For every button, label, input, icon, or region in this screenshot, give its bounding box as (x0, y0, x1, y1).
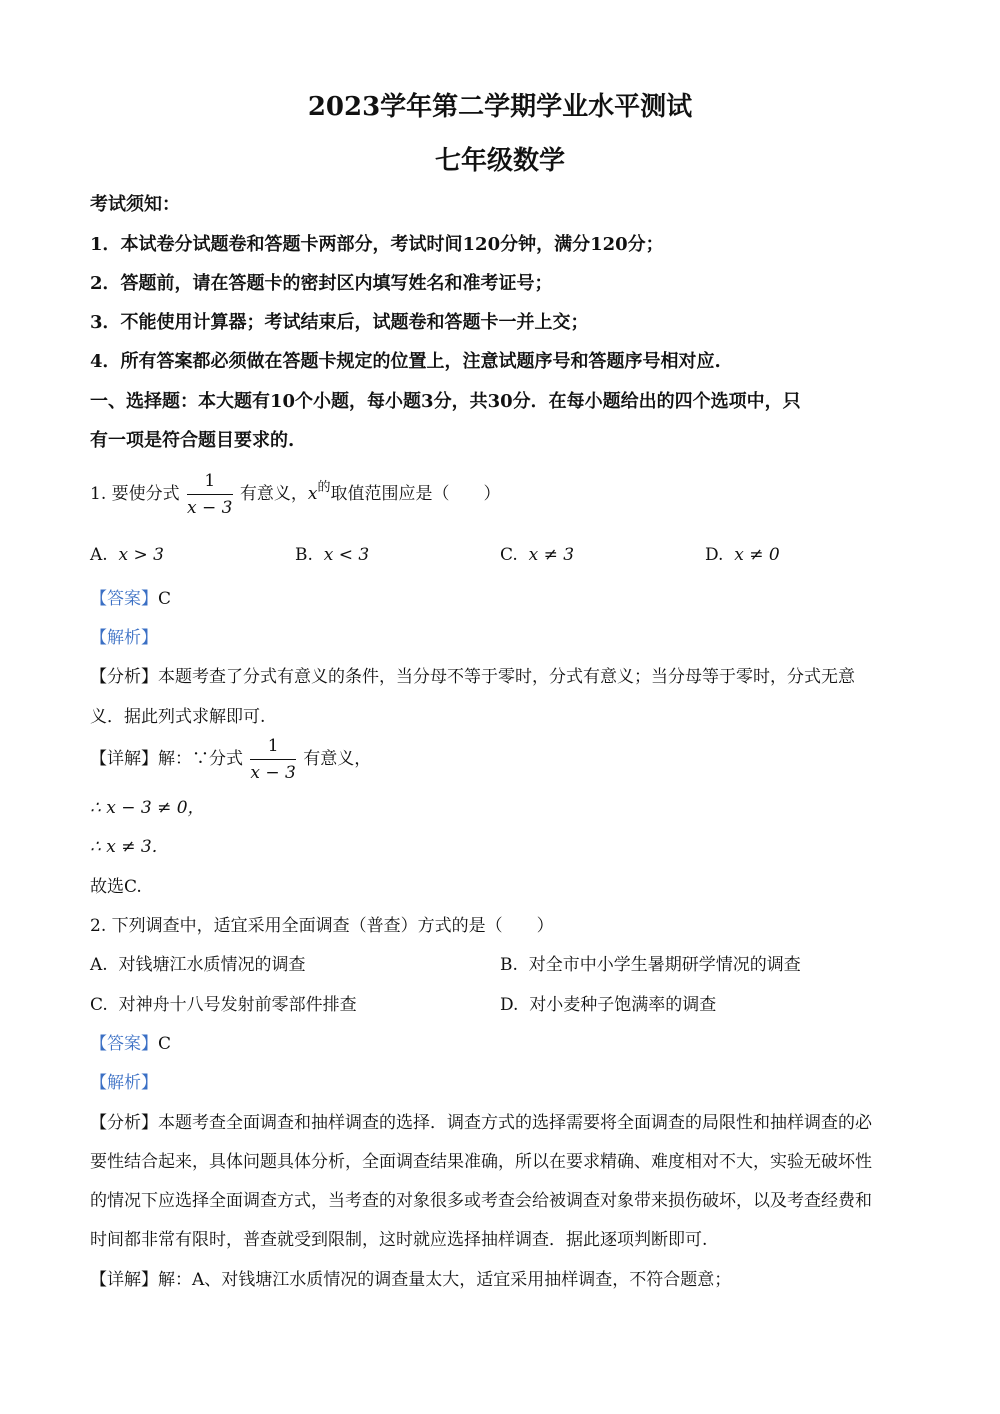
q2-option-d-text: 对小麦种子饱满率的调查 (529, 995, 717, 1015)
q2-detail-tag: 【详解】 (90, 1270, 158, 1290)
q1-answer-tag: 【答案】 (90, 589, 158, 609)
q2-answer-value: C (158, 1034, 172, 1054)
q2-answer (90, 1029, 171, 1054)
q1-fenxi-line-1 (90, 662, 855, 687)
q1-variable: x (307, 484, 318, 504)
q1-option-b (295, 545, 369, 565)
q1-step-1: ∴ x − 3 ≠ 0， (90, 798, 205, 818)
q2-fenxi-tag: 【分析】 (90, 1113, 158, 1133)
q1-answer-value: C (158, 589, 172, 609)
q2-option-a-letter: A. (90, 955, 108, 975)
q1-conclusion: 故选C. (90, 877, 142, 897)
q1-superscript: 的 (317, 480, 331, 495)
q1-option-a (90, 545, 164, 565)
q1-fenxi-tag: 【分析】 (90, 667, 158, 687)
q2-fenxi-text-1: 本题考查全面调查和抽样调查的选择．调查方式的选择需要将全面调查的局限性和抽样调查的必 (158, 1113, 872, 1133)
question-1-stem (90, 470, 501, 519)
q2-option-b-text: 对全市中小学生暑期研学情况的调查 (528, 955, 801, 975)
q1-detail-fraction-numerator: 1 (250, 735, 295, 760)
q1-detail-tag: 【详解】 (90, 749, 158, 769)
q1-detail (90, 735, 371, 784)
q2-detail (90, 1265, 731, 1290)
q2-detail-text: 解：A、对钱塘江水质情况的调查量太大，适宜采用抽样调查，不符合题意； (158, 1270, 732, 1290)
q1-middle: 有意义， (239, 484, 308, 504)
q2-option-b-letter: B. (500, 955, 518, 975)
q2-fenxi-line-3: 的情况下应选择全面调查方式，当考查的对象很多或考查会给被调查对象带来损伤破坏，以及考查经费和 (90, 1191, 872, 1211)
q1-option-c (500, 545, 574, 565)
q1-option-c-expr: x ≠ 3 (528, 545, 575, 565)
q1-fraction (187, 470, 232, 519)
notice-item-1: 1．本试卷分试题卷和答题卡两部分，考试时间120分钟，满分120分； (90, 234, 664, 255)
q2-option-c-letter: C. (90, 995, 108, 1015)
page-subtitle: 七年级数学 (434, 146, 565, 176)
q1-analysis-heading (90, 623, 158, 648)
q1-step-2: ∴ x ≠ 3． (90, 837, 169, 857)
q1-detail-prefix: 解：∵分式 (158, 749, 243, 769)
q2-option-b (500, 950, 801, 975)
q1-fenxi-text-1: 本题考查了分式有意义的条件，当分母不等于零时，分式有意义；当分母等于零时，分式无意 (158, 667, 855, 687)
q1-option-a-letter: A. (90, 545, 108, 565)
q2-option-d (500, 990, 716, 1015)
q1-option-d (705, 545, 780, 565)
q2-option-a (90, 950, 306, 975)
q1-option-a-expr: x > 3 (118, 545, 164, 565)
section-heading-line-1: 一、选择题：本大题有10个小题，每小题3分，共30分．在每小题给出的四个选项中，只 (90, 391, 801, 412)
q1-option-b-expr: x < 3 (323, 545, 370, 565)
q2-option-d-letter: D. (500, 995, 519, 1015)
page-title: 2023学年第二学期学业水平测试 (307, 92, 693, 122)
q2-fenxi-line-4: 时间都非常有限时，普查就受到限制，这时就应选择抽样调查．据此逐项判断即可. (90, 1230, 708, 1250)
q2-analysis-heading (90, 1068, 158, 1093)
q1-detail-suffix: 有意义， (303, 749, 372, 769)
q1-option-d-expr: x ≠ 0 (734, 545, 780, 565)
q2-fenxi-line-1 (90, 1108, 872, 1133)
q1-fenxi-line-2: 义．据此列式求解即可. (90, 707, 266, 727)
q2-fenxi-line-2: 要性结合起来，具体问题具体分析，全面调查结果准确，所以在要求精确、难度相对不大，实验无破坏性 (90, 1152, 872, 1172)
q2-analysis-tag: 【解析】 (90, 1073, 158, 1093)
q1-fraction-numerator: 1 (187, 470, 232, 495)
notice-item-4: 4．所有答案都必须做在答题卡规定的位置上，注意试题序号和答题序号相对应. (90, 351, 721, 372)
q1-option-c-letter: C. (500, 545, 518, 565)
q2-option-c (90, 990, 357, 1015)
notice-heading: 考试须知： (90, 194, 180, 215)
question-2-stem: 2. 下列调查中，适宜采用全面调查（普查）方式的是（ ） (90, 916, 554, 936)
q1-suffix: 取值范围应是（ ） (330, 484, 501, 504)
q1-prefix: 1. 要使分式 (90, 484, 180, 504)
q1-analysis-tag: 【解析】 (90, 628, 158, 648)
q1-fraction-denominator: x − 3 (187, 498, 233, 518)
notice-item-2: 2．答题前，请在答题卡的密封区内填写姓名和准考证号； (90, 273, 553, 294)
q2-answer-tag: 【答案】 (90, 1034, 158, 1054)
q2-option-a-text: 对钱塘江水质情况的调查 (118, 955, 306, 975)
section-heading-line-2: 有一项是符合题目要求的. (90, 430, 295, 451)
q1-option-b-letter: B. (295, 545, 313, 565)
q1-answer (90, 584, 171, 609)
notice-item-3: 3．不能使用计算器；考试结束后，试题卷和答题卡一并上交； (90, 312, 589, 333)
q1-detail-fraction (250, 735, 295, 784)
q2-option-c-text: 对神舟十八号发射前零部件排查 (118, 995, 357, 1015)
q1-option-d-letter: D. (705, 545, 724, 565)
q1-detail-fraction-denominator: x − 3 (250, 763, 296, 783)
